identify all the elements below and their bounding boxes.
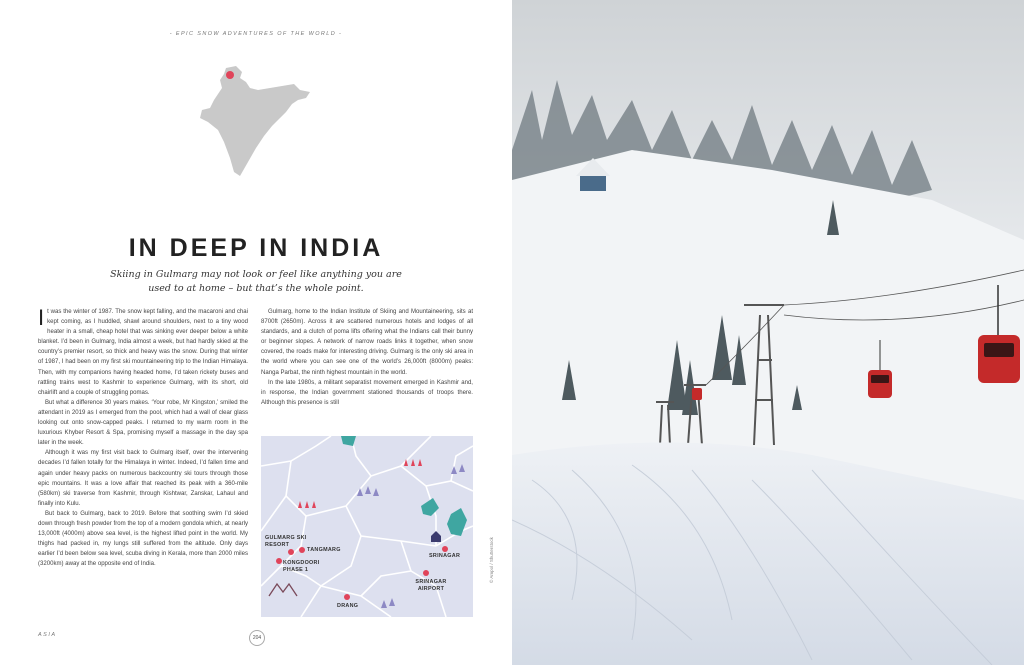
gondola-cabin [868, 370, 892, 398]
marker-drang [344, 594, 350, 600]
photo-gulmarg-gondola [512, 0, 1024, 665]
tree-icon [373, 488, 379, 496]
body-text: t was the winter of 1987. The snow kept falling, and the macaroni and chai kept coming, as I huddled, shawl around shoulders, next to a tiny wood heater in a small, cheap hotel that was sinking ever deeper below a white blanket. I’d been in Gulmarg, India almost a week, but had hardly skied at the country’s premier resort, so thick and heavy was the snow. During that winter of 1987, I had been on my first ski mountaineering trip to the Indian Himalaya. Then, with my companions having headed home, I’d taken rickety buses and rattling trains west to Kashmir to experience Gulmarg, with its short, old chairlift and a couple of struggling pomas. [38, 309, 248, 396]
map-label-tangmarg: TANGMARG [307, 547, 341, 553]
flame-icon [312, 501, 316, 508]
article-title: IN DEEP IN INDIA [128, 234, 384, 262]
body-column-right [261, 307, 473, 408]
gondola-cabin [978, 335, 1020, 383]
body-paragraph: But back to Gulmarg, back to 2019. Before that soothing swim I’d skied down through fresh powder from the top of a modern gondola which, at nearly 13,000ft (4000m) above sea level, is the highest lifted point in the world. My thighs had packed in, my lungs still suffered from the altitude. Only days earlier I’d been below sea level, scuba diving in Kerala, more than 2000 miles (3200km) away at the opposite end of India. [38, 510, 248, 568]
map-label-kongdoori: KONGDOORI PHASE 1 [283, 560, 320, 573]
lake [447, 508, 467, 536]
india-outline [200, 66, 310, 176]
section-label: ASIA [38, 632, 57, 638]
lake [421, 498, 439, 516]
mountain-icon [269, 584, 297, 596]
body-paragraph: In the late 1980s, a militant separatist movement emerged in Kashmir and, in response, the Indian government stationed thousands of troops there. Although this presence is still [261, 379, 473, 406]
page-number: 204 [249, 630, 265, 646]
map-label-srinagar: SRINAGAR [429, 553, 461, 559]
article-subtitle: Skiing in Gulmarg may not look or feel like anything you are used to at home – but that’s the whole point. [110, 269, 402, 294]
photo-credit: © Ampol / Shutterstock [489, 537, 494, 583]
flame-icon [305, 501, 309, 508]
flame-icon [418, 459, 422, 466]
gondola-cabin [692, 388, 702, 400]
flame-icons [298, 459, 422, 508]
tree-icon [389, 598, 395, 606]
body-paragraph: Gulmarg, home to the Indian Institute of Skiing and Mountaineering, sits at 8700ft (2650m). Across it are scattered numerous hotels and lodges of all standards, and a clutch of poma lifts offering what the Indians call their bunny or beginner slopes. A network of narrow roads links it together, when snow covered, the roads make for interesting driving. Gulmarg is the only ski area in the world where you can see one of the world’s 26,000ft (8000m) peaks: Nanga Parbat, the ninth highest mountain in the world. [261, 309, 473, 376]
map-label-airport: SRINAGAR AIRPORT [415, 579, 447, 592]
building-icon [431, 531, 441, 542]
tree-icon [365, 486, 371, 494]
map-label-gulmarg: GULMARG SKI RESORT [265, 535, 307, 548]
map-label-drang: DRANG [337, 603, 359, 609]
marker-airport [423, 570, 429, 576]
regional-map [261, 436, 473, 617]
body-paragraph [38, 307, 248, 398]
running-head: - EPIC SNOW ADVENTURES OF THE WORLD - [169, 31, 343, 37]
flame-icon [411, 459, 415, 466]
location-marker [226, 71, 234, 79]
tree-icon [381, 600, 387, 608]
drop-cap: I [38, 305, 45, 330]
marker-kongdoori [276, 558, 282, 564]
water-bodies [341, 436, 467, 536]
tree-icon [451, 466, 457, 474]
body-paragraph: But what a difference 30 years makes. ‘Your robe, Mr Kingston,’ smiled the attendant in 2019 as I emerged from the pool, which had a wall of clear glass looking out onto snow-capped peaks. I returned to my warm room in the luxurious Khyber Resort & Spa, promising myself a massage in the day spa later in the week. [38, 399, 248, 447]
marker-srinagar [442, 546, 448, 552]
body-paragraph: Although it was my first visit back to Gulmarg itself, over the intervening decades I’d fallen totally for the Himalaya in winter. Indeed, I’d fallen time and again under heavy packs on numerous backcountry ski tours through those epic mountains. It was a love affair that reached its peak with a 360-mile (580km) ski traverse from Kashmir, through Kishtwar, Zanskar, Lahaul and finally into Kulu. [38, 450, 248, 507]
flame-icon [298, 501, 302, 508]
body-column-left [38, 307, 248, 569]
marker-gulmarg [288, 549, 294, 555]
tree-icon [459, 464, 465, 472]
snow-slope-photo [512, 0, 1024, 665]
india-locator-map [198, 66, 314, 182]
